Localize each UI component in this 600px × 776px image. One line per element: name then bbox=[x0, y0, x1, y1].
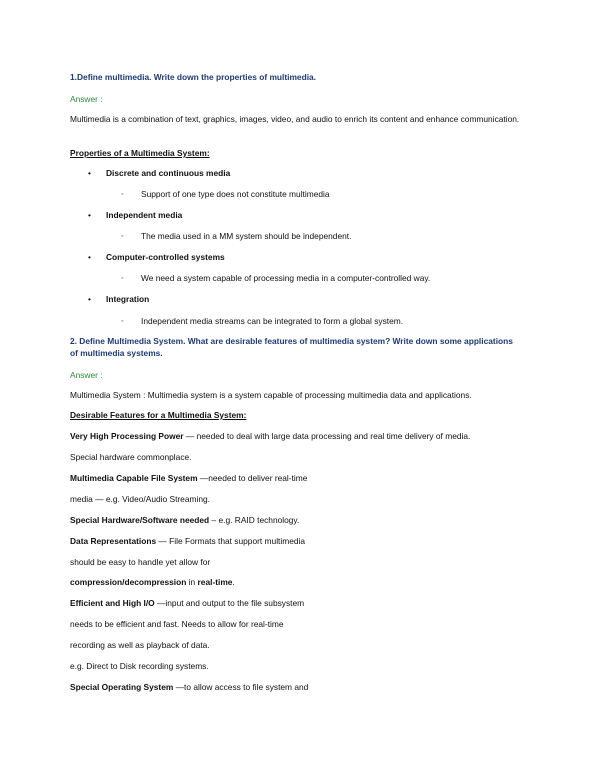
property-detail: We need a system capable of processing media in a computer-controlled way. bbox=[141, 273, 431, 283]
feature-text: — needed to deal with large data processing and real time delivery of media. bbox=[183, 431, 471, 441]
feature-text: —input and output to the file subsystem bbox=[154, 598, 305, 608]
property-title: Integration bbox=[106, 294, 150, 304]
answer-label-2: Answer : bbox=[70, 370, 103, 380]
sub-bullet-icon: ◦ bbox=[121, 275, 124, 282]
inline-text: . bbox=[232, 577, 235, 587]
multimedia-system-definition: Multimedia System : Multimedia system is a system capable of processing multimedia data and applications. bbox=[70, 390, 472, 400]
question-2-title-line-1: 2. Define Multimedia System. What are desirable features of multimedia system? Write down some applications bbox=[70, 336, 513, 346]
bold-term: real-time bbox=[197, 577, 233, 587]
bullet-icon: • bbox=[88, 252, 91, 262]
multimedia-definition: Multimedia is a combination of text, graphics, images, video, and audio to enrich its content and enhance communication. bbox=[70, 114, 520, 124]
feature-text-line bbox=[70, 577, 235, 588]
feature-text: – e.g. RAID technology. bbox=[209, 515, 300, 525]
properties-heading: Properties of a Multimedia System: bbox=[70, 148, 210, 158]
property-title: Independent media bbox=[106, 210, 183, 220]
feature-file-system bbox=[70, 473, 307, 484]
feature-special-os bbox=[70, 682, 308, 693]
features-heading: Desirable Features for a Multimedia System: bbox=[70, 410, 247, 420]
feature-special-hardware bbox=[70, 515, 299, 526]
feature-text-line: recording as well as playback of data. bbox=[70, 640, 210, 650]
feature-title: Special Hardware/Software needed bbox=[70, 515, 210, 525]
feature-processing-power bbox=[70, 431, 470, 442]
feature-text: —needed to deliver real-time bbox=[197, 473, 308, 483]
answer-label-1: Answer : bbox=[70, 94, 103, 104]
feature-title: Data Representations bbox=[70, 536, 157, 546]
bullet-icon: • bbox=[88, 168, 91, 178]
feature-text-line: Special hardware commonplace. bbox=[70, 452, 192, 462]
feature-title: Special Operating System bbox=[70, 682, 174, 692]
question-2-title-line-2: of multimedia systems. bbox=[70, 348, 163, 358]
feature-title: Efficient and High I/O bbox=[70, 598, 155, 608]
inline-text: in bbox=[186, 577, 198, 587]
sub-bullet-icon: ◦ bbox=[121, 318, 124, 325]
bullet-icon: • bbox=[88, 294, 91, 304]
feature-data-representations bbox=[70, 536, 305, 547]
feature-text-line: e.g. Direct to Disk recording systems. bbox=[70, 661, 209, 671]
property-title: Computer-controlled systems bbox=[106, 252, 225, 262]
feature-text: —to allow access to file system and bbox=[173, 682, 309, 692]
property-detail: Support of one type does not constitute multimedia bbox=[141, 189, 330, 199]
feature-title: Multimedia Capable File System bbox=[70, 473, 198, 483]
property-title: Discrete and continuous media bbox=[106, 168, 231, 178]
bullet-icon: • bbox=[88, 210, 91, 220]
question-1-title: 1.Define multimedia. Write down the properties of multimedia. bbox=[70, 72, 317, 82]
feature-text-line: should be easy to handle yet allow for bbox=[70, 557, 211, 567]
feature-efficient-io bbox=[70, 598, 304, 609]
property-detail: The media used in a MM system should be independent. bbox=[141, 231, 352, 241]
feature-text-line: media — e.g. Video/Audio Streaming. bbox=[70, 494, 210, 504]
sub-bullet-icon: ◦ bbox=[121, 233, 124, 240]
sub-bullet-icon: ◦ bbox=[121, 191, 124, 198]
property-detail: Independent media streams can be integrated to form a global system. bbox=[141, 316, 404, 326]
feature-text-line: needs to be efficient and fast. Needs to allow for real-time bbox=[70, 619, 284, 629]
feature-text: — File Formats that support multimedia bbox=[156, 536, 306, 546]
bold-term: compression/decompression bbox=[70, 577, 187, 587]
feature-title: Very High Processing Power bbox=[70, 431, 184, 441]
